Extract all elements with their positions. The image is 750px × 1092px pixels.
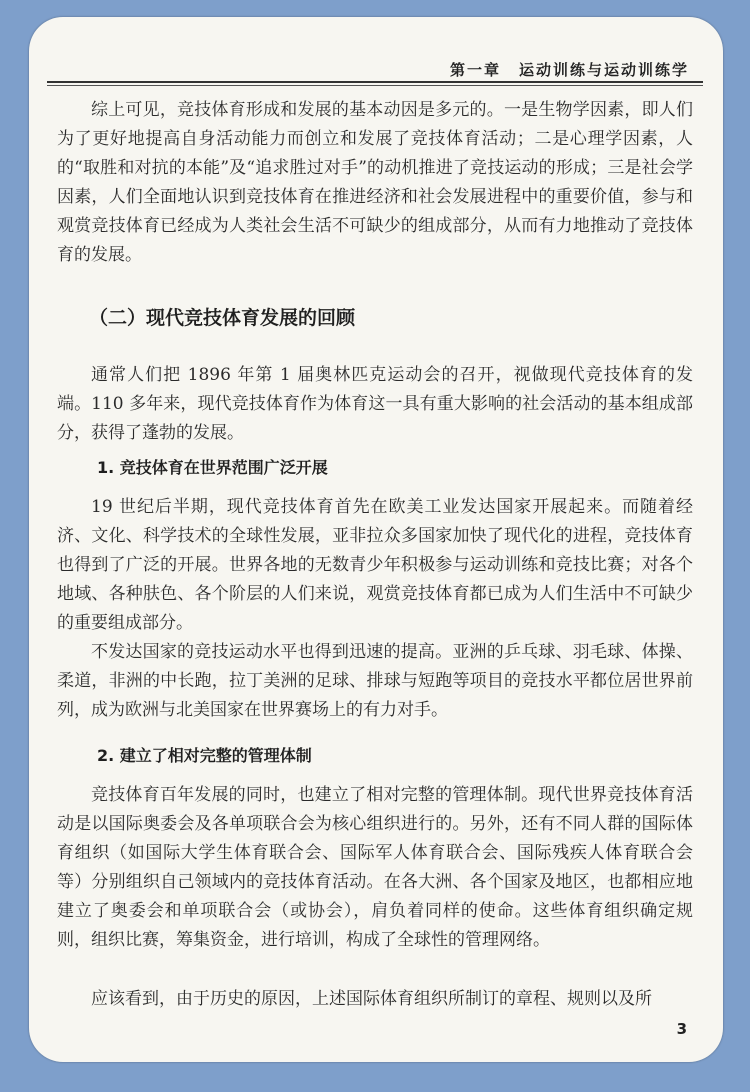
paragraph-world-1: 19 世纪后半期，现代竞技体育首先在欧美工业发达国家开展起来。而随着经济、文化、科学技术的全球性发展，亚非拉众多国家加快了现代化的进程，竞技体育也得到了广泛的开展。世界各地的无数青少年积极参与运动训练和竞技比赛；对各个地域、各种肤色、各个阶层的人们来说，观赏竞技体育都已成为人们生活中不可缺少的重要组成部分。 [57, 497, 693, 633]
section-heading: （二）现代竞技体育发展的回顾 [89, 307, 356, 329]
paragraph-management-1: 竞技体育百年发展的同时，也建立了相对完整的管理体制。现代世界竞技体育活动是以国际奥委会及各单项联合会为核心组织进行的。另外，还有不同人群的国际体育组织（如国际大学生体育联合会、国际军人体育联合会、国际残疾人体育联合会等）分别组织自己领域内的竞技体育活动。在各大洲、各个国家及地区，也都相应地建立了奥委会和单项联合会（或协会），肩负着同样的使命。这些体育组织确定规则，组织比赛，筹集资金，进行培训，构成了全球性的管理网络。 [57, 785, 693, 950]
header-rule [47, 81, 703, 83]
book-page [29, 17, 723, 1062]
subheading-1: 1. 竞技体育在世界范围广泛开展 [97, 458, 328, 477]
paragraph-intro: 综上可见，竞技体育形成和发展的基本动因是多元的。一是生物学因素，即人们为了更好地提高自身活动能力而创立和发展了竞技体育活动；二是心理学因素，人的“取胜和对抗的本能”及“追求胜过对手”的动机推进了竞技运动的形成；三是社会学因素，人们全面地认识到竞技体育在推进经济和社会发展进程中的重要价值，参与和观赏竞技体育已经成为人类社会生活不可缺少的组成部分，从而有力地推动了竞技体育的发展。 [57, 100, 693, 265]
chapter-title: 运动训练与运动训练学 [518, 61, 689, 79]
running-head [450, 59, 689, 80]
paragraph-management-2: 应该看到，由于历史的原因，上述国际体育组织所制订的章程、规则以及所 [91, 989, 652, 1009]
paragraph-review: 通常人们把 1896 年第 1 届奥林匹克运动会的召开，视做现代竞技体育的发端。110 多年来，现代竞技体育作为体育这一具有重大影响的社会活动的基本组成部分，获得了蓬勃的发展。 [57, 365, 693, 443]
subheading-2: 2. 建立了相对完整的管理体制 [97, 746, 312, 765]
page-number: 3 [676, 1020, 687, 1038]
paragraph-world-2: 不发达国家的竞技运动水平也得到迅速的提高。亚洲的乒乓球、羽毛球、体操、柔道，非洲的中长跑，拉丁美洲的足球、排球与短跑等项目的竞技水平都位居世界前列，成为欧洲与北美国家在世界赛场上的有力对手。 [57, 642, 693, 720]
chapter-number: 第一章 [449, 61, 501, 79]
